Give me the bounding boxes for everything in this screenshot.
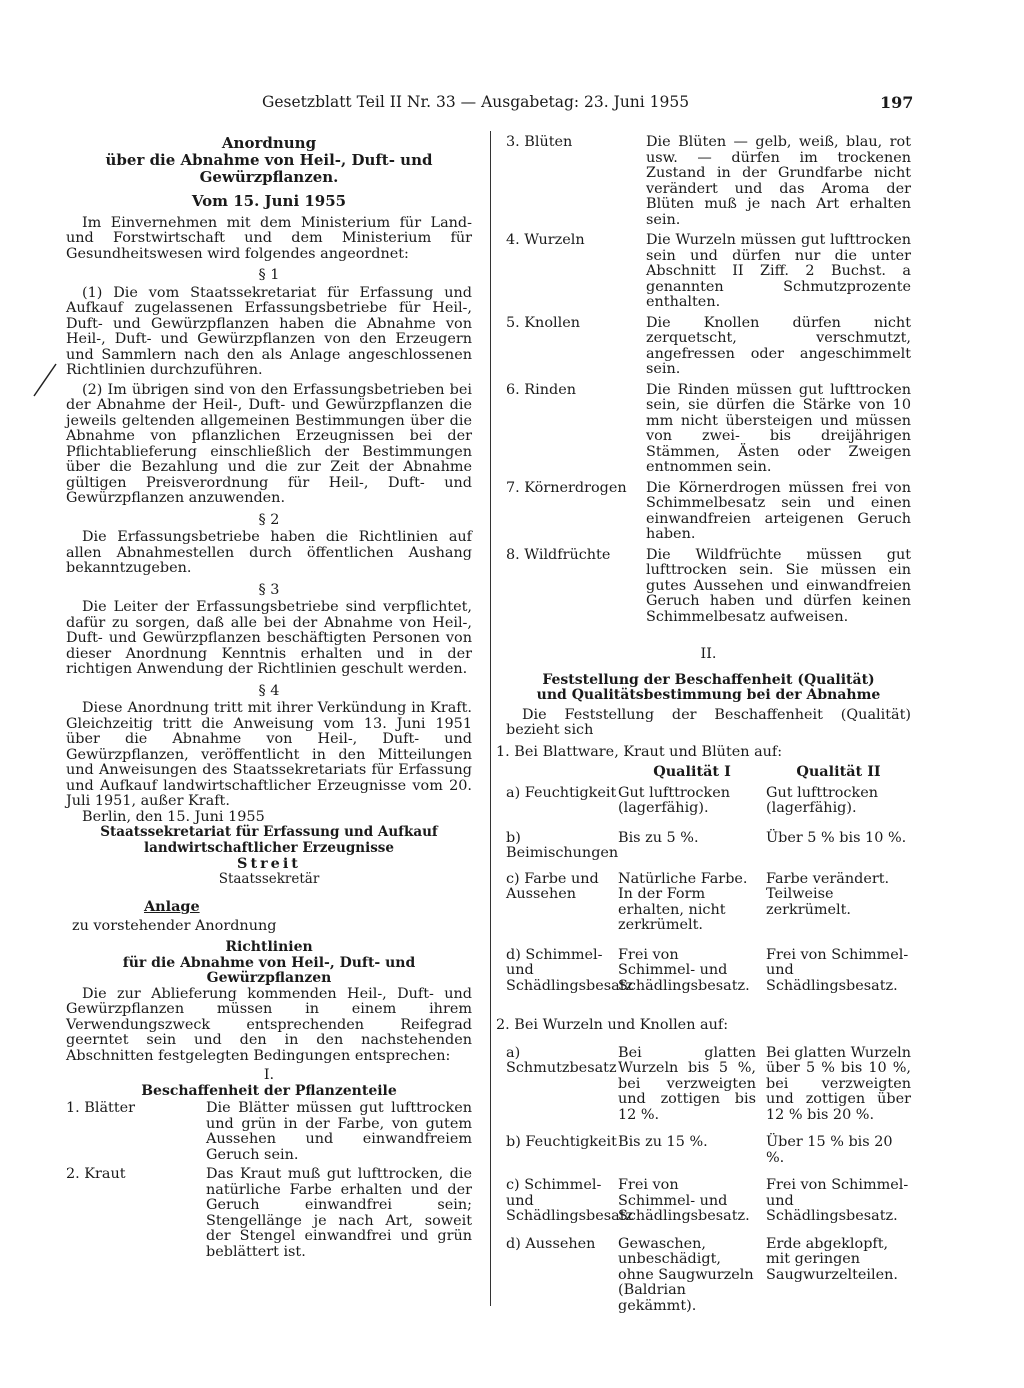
title-line-1: Anordnung	[221, 134, 317, 152]
item-text: Die Knollen dürfen nicht zerquetscht, verschmutzt, angefressen oder angeschimmelt sein.	[646, 314, 911, 377]
anlage-heading: Anlage	[144, 898, 200, 915]
org-line-1: Staatssekretariat für Erfassung und Aufkauf	[100, 824, 438, 840]
signer-name: Streit	[237, 855, 301, 872]
list-item	[506, 383, 911, 476]
criterion-cell: a) Feuchtigkeit	[506, 784, 617, 801]
section-3-para: Die Leiter der Erfassungsbetriebe sind verpflichtet, dafür zu sorgen, daß alle bei der Abnahme von Heil-, Duft- und Gewürzpflanzen beschäftigten Personen von dieser Anordnung Kenntnis erhalten und in der richtigen Anwendung der Richtlinien geschult werden.	[66, 599, 472, 677]
section-II-title-1: Feststellung der Beschaffenheit (Qualität)	[542, 671, 875, 688]
left-column	[66, 135, 472, 1260]
title-line-2: über die Abnahme von Heil-, Duft- und	[105, 151, 433, 169]
item-text: Die Blätter müssen gut lufttrocken und grün in der Farbe, von gutem Aussehen und einwandfreiem Geruch sein.	[206, 1100, 472, 1163]
section-II-title-2: und Qualitätsbestimmung bei der Abnahme	[536, 687, 881, 703]
section-1-para-1: (1) Die vom Staatssekretariat für Erfassung und Aufkauf zugelassenen Erfassungsbetriebe für Heil-, Duft- und Gewürzpflanzen haben die Abnahme von Heil-, Duft- und Gewürzpflanzen von den Erzeugern und Sammlern nach den als Anlage angeschlossenen Richtlinien durchzuführen.	[66, 284, 472, 378]
table-row	[506, 1178, 911, 1225]
item-label: 6. Rinden	[506, 381, 577, 398]
criterion-cell: a) Schmutzbesatz	[506, 1044, 617, 1076]
table-row	[506, 1237, 911, 1315]
quality-table-2	[506, 1046, 911, 1315]
list-item	[506, 548, 911, 626]
section-I-number: I.	[263, 1067, 275, 1083]
quality-2-cell: Farbe verändert. Teilweise zerkrümelt.	[766, 870, 890, 918]
quality-2-cell: Frei von Schimmel- und Schädlingsbesatz.	[766, 946, 909, 994]
section-1-heading: § 1	[258, 267, 280, 283]
quality-1-cell: Gut lufttrocken (lagerfähig).	[618, 784, 730, 816]
decree-date: Vom 15. Juni 1955	[191, 192, 347, 210]
criterion-cell: c) Schimmel- und Schädlingsbesatz	[506, 1177, 634, 1224]
item-text: Die Wurzeln müssen gut lufttrocken sein und dürfen nur die unter Abschnitt II Ziff. 2 Buchst. a genannten Schmutzprozente enthalten.	[646, 232, 911, 310]
item-label: 4. Wurzeln	[506, 232, 585, 248]
section-2-para: Die Erfassungsbetriebe haben die Richtlinien auf allen Abnahmestellen durch öffentlichen Aushang bekanntzugeben.	[66, 529, 472, 576]
table-row	[506, 1135, 911, 1166]
section-1-para-2: (2) Im übrigen sind von den Erfassungsbetrieben bei der Abnahme der Heil-, Duft- und Gewürzpflanzen die jeweils geltenden allgemeinen Bestimmungen über die Abnahme von pflanzlichen Erzeugnissen bei der Pflichtablieferung einschließlich der Bestimmungen über die Bezahlung und die zur Zeit der Abnahme gültigen Preisverordnung für Heil-, Duft- und Gewürzpflanzen anzuwenden.	[66, 381, 472, 506]
quality-2-cell: Erde abgeklopft, mit geringen Saugwurzelteilen.	[766, 1235, 898, 1283]
group-2-heading: 2. Bei Wurzeln und Knollen auf:	[496, 1017, 729, 1033]
quality-table-1	[506, 786, 911, 995]
item-label: 7. Körnerdrogen	[506, 479, 627, 496]
item-text: Die Blüten — gelb, weiß, blau, rot usw. — dürfen im trockenen Zustand in der Grundfarbe nicht verändert und das Aroma der Blüten muß je nach Art erhalten sein.	[646, 134, 911, 228]
criterion-cell: d) Aussehen	[506, 1235, 596, 1252]
quality-2-header: Qualität II	[796, 763, 881, 780]
group-1-heading: 1. Bei Blattware, Kraut und Blüten auf:	[496, 743, 783, 760]
signer-title: Staatssekretär	[218, 870, 320, 887]
quality-1-cell: Bei glatten Wurzeln bis 5 %, bei verzweigten und zottigen bis 12 %.	[618, 1044, 756, 1123]
guidelines-title-2: für die Abnahme von Heil-, Duft- und Gewürzpflanzen	[122, 954, 416, 986]
table-row	[506, 786, 911, 817]
quality-2-cell: Gut lufttrocken (lagerfähig).	[766, 784, 878, 816]
quality-1-cell: Frei von Schimmel- und Schädlingsbesatz.	[618, 1177, 750, 1224]
anlage-subtitle: zu vorstehender Anordnung	[72, 917, 277, 934]
item-text: Die Wildfrüchte müssen gut lufttrocken sein. Sie müssen ein gutes Aussehen und einwandfreien Geruch haben und dürfen keinen Schimmelbesatz aufweisen.	[646, 546, 911, 625]
item-text: Die Rinden müssen gut lufttrocken sein, sie dürfen die Stärke von 10 mm nicht übersteigen und müssen von zwei- bis dreijährigen Stämmen, Ästen oder Zweigen entnommen sein.	[646, 381, 911, 475]
running-header: Gesetzblatt Teil II Nr. 33 — Ausgabetag: 23. Juni 1955	[262, 93, 690, 111]
item-label: 2. Kraut	[66, 1166, 126, 1182]
item-text: Die Körnerdrogen müssen frei von Schimmelbesatz sein und einen einwandfreien arteigenen Geruch haben.	[646, 479, 911, 542]
quality-2-cell: Über 5 % bis 10 %.	[766, 829, 907, 846]
table-row	[506, 1046, 911, 1124]
criterion-cell: b) Beimischungen	[506, 829, 619, 861]
place-date: Berlin, den 15. Juni 1955	[82, 808, 265, 825]
section-I-title: Beschaffenheit der Pflanzenteile	[141, 1082, 397, 1099]
item-label: 5. Knollen	[506, 314, 580, 331]
section-4-heading: § 4	[258, 682, 280, 699]
item-label: 8. Wildfrüchte	[506, 546, 611, 563]
quality-2-cell: Frei von Schimmel- und Schädlingsbesatz.	[766, 1177, 909, 1224]
guidelines-title-1: Richtlinien	[225, 939, 313, 955]
intro-paragraph: Im Einvernehmen mit dem Ministerium für Land- und Forstwirtschaft und dem Ministerium für Gesundheitswesen wird folgendes angeordnet:	[66, 214, 472, 262]
quality-1-cell: Bis zu 5 %.	[618, 829, 699, 846]
list-item	[506, 481, 911, 543]
quality-1-cell: Bis zu 15 %.	[618, 1134, 708, 1150]
table-row	[506, 872, 911, 934]
column-divider	[490, 131, 491, 1306]
quality-1-header: Qualität I	[653, 763, 731, 780]
quality-2-cell: Bei glatten Wurzeln über 5 % bis 10 %, bei verzweigten und zottigen über 12 % bis 20 %.	[766, 1044, 911, 1123]
table-row	[506, 831, 911, 862]
right-column	[496, 134, 911, 1314]
list-item	[506, 316, 911, 378]
list-item	[66, 1167, 472, 1260]
list-item	[66, 1101, 472, 1163]
quality-2-cell: Über 15 % bis 20 %.	[766, 1134, 893, 1166]
list-item	[506, 135, 911, 228]
section-3-heading: § 3	[258, 581, 280, 598]
quality-header-row	[506, 764, 911, 780]
section-II-intro: Die Feststellung der Beschaffenheit (Qualität) bezieht sich	[506, 706, 911, 738]
criterion-cell: b) Feuchtigkeit	[506, 1134, 617, 1150]
quality-1-cell: Natürliche Farbe. In der Form erhalten, nicht zerkrümelt.	[618, 870, 748, 933]
quality-1-cell: Gewaschen, unbeschädigt, ohne Saugwurzeln (Baldrian gekämmt).	[618, 1235, 754, 1314]
item-label: 3. Blüten	[506, 134, 573, 150]
title-line-3: Gewürzpflanzen.	[199, 168, 339, 186]
list-item	[506, 233, 911, 311]
quality-1-cell: Frei von Schimmel- und Schädlingsbesatz.	[618, 946, 750, 994]
criterion-cell: c) Farbe und Aussehen	[506, 870, 599, 902]
criterion-cell: d) Schimmel- und Schädlingsbesatz	[506, 946, 634, 994]
margin-pen-mark	[30, 360, 60, 400]
item-text: Das Kraut muß gut lufttrocken, die natürliche Farbe erhalten und der Geruch einwandfrei sein; Stengellänge je nach Art, soweit der Stengel einwandfrei und grün beblättert ist.	[206, 1166, 472, 1260]
page-number: 197	[880, 93, 914, 112]
guidelines-intro: Die zur Ablieferung kommenden Heil-, Duft- und Gewürzpflanzen müssen in einem ihrem Verwendungszweck entsprechenden Reifegrad geerntet sein und den in den nachstehenden Abschnitten festgelegten Bedingungen entsprechen:	[66, 985, 472, 1064]
item-label: 1. Blätter	[66, 1100, 136, 1116]
section-2-heading: § 2	[258, 511, 280, 528]
section-4-para: Diese Anordnung tritt mit ihrer Verkündung in Kraft. Gleichzeitig tritt die Anweisung vom 13. Juni 1951 über die Abnahme von Heil-, Duft- und Gewürzpflanzen, veröffentlicht in den Mitteilungen und Anweisungen des Staatssekretariats für Erfassung und Aufkauf landwirtschaftlicher Erzeugnisse vom 20. Juli 1951, außer Kraft.	[66, 700, 472, 809]
org-line-2: landwirtschaftlicher Erzeugnisse	[144, 839, 394, 856]
section-II-number: II.	[700, 646, 717, 662]
table-row	[506, 948, 911, 995]
